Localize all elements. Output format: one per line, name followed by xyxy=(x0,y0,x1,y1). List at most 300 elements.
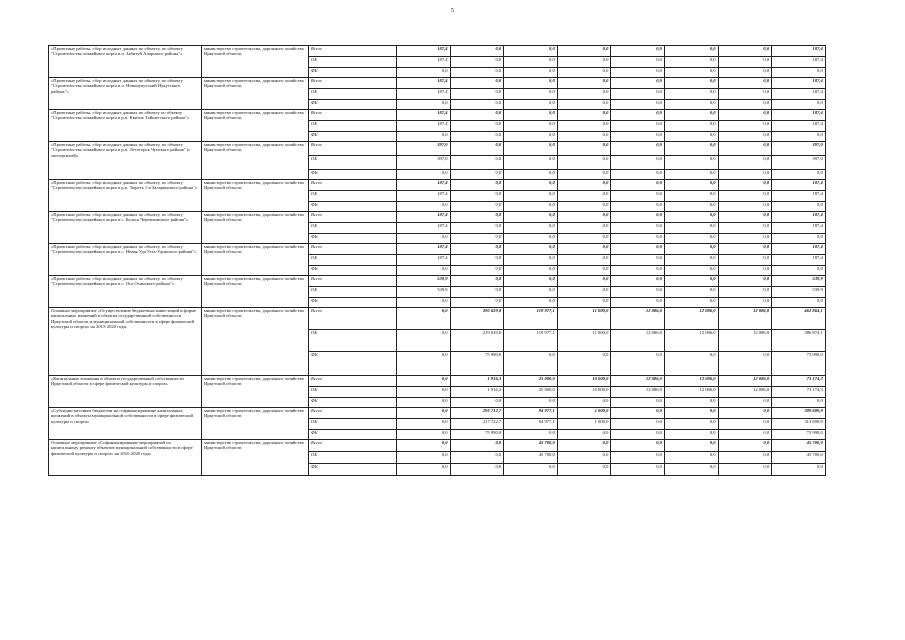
value-cell: 187,4 xyxy=(397,191,451,202)
total-value-cell: 539,9 xyxy=(772,276,826,287)
value-cell: 75 990,0 xyxy=(450,430,504,440)
value-cell: 0,0 xyxy=(611,46,665,57)
value-cell: 0,0 xyxy=(504,180,558,191)
value-cell: 0,0 xyxy=(664,419,718,430)
measure-name-cell: «Проектные работы, сбор исходных данных по объекту по объекту "Строительство хоккейного корта в р.п. Квиток Тайшетского района"» xyxy=(49,110,202,142)
value-cell: 12 086,0 xyxy=(664,308,718,330)
value-cell: 0,0 xyxy=(397,408,451,419)
value-cell: 0,0 xyxy=(397,234,451,244)
funding-source-cell: Всего xyxy=(309,408,397,419)
value-cell: 0,0 xyxy=(664,78,718,89)
value-cell: 1 916,3 xyxy=(450,387,504,398)
value-cell: 12 086,0 xyxy=(718,376,772,387)
funding-source-cell: ФБ xyxy=(309,352,397,376)
funding-source-cell: ОБ xyxy=(309,419,397,430)
total-value-cell: 187,4 xyxy=(772,78,826,89)
value-cell: 0,0 xyxy=(664,287,718,298)
value-cell: 0,0 xyxy=(611,266,665,276)
value-cell: 0,0 xyxy=(664,452,718,464)
value-cell: 0,0 xyxy=(397,452,451,464)
value-cell: 0,0 xyxy=(450,440,504,452)
value-cell: 12 086,0 xyxy=(664,330,718,352)
funding-source-cell: ФБ xyxy=(309,266,397,276)
value-cell: 0,0 xyxy=(664,266,718,276)
funding-source-cell: ФБ xyxy=(309,298,397,308)
funding-source-cell: Всего xyxy=(309,180,397,191)
value-cell: 0,0 xyxy=(718,68,772,78)
value-cell: 0,0 xyxy=(664,110,718,121)
value-cell: 0,0 xyxy=(450,110,504,121)
value-cell: 0,0 xyxy=(504,170,558,180)
value-cell: 0,0 xyxy=(611,89,665,100)
value-cell: 0,0 xyxy=(504,287,558,298)
value-cell: 0,0 xyxy=(504,110,558,121)
total-value-cell: 187,4 xyxy=(772,180,826,191)
value-cell: 0,0 xyxy=(450,398,504,408)
value-cell: 0,0 xyxy=(664,398,718,408)
value-cell: 0,0 xyxy=(504,57,558,68)
total-value-cell: 397,0 xyxy=(772,142,826,156)
value-cell: 0,0 xyxy=(557,191,611,202)
value-cell: 187,4 xyxy=(397,223,451,234)
value-cell: 0,0 xyxy=(664,244,718,255)
funding-source-cell: ОБ xyxy=(309,191,397,202)
value-cell: 45 700,0 xyxy=(504,440,558,452)
measure-name-cell: «Проектные работы, сбор исходных данных по объекту, по объекту "Строительство хоккейного корта в с. Новая Уда Усть-Удинского района"» xyxy=(49,244,202,276)
value-cell: 0,0 xyxy=(450,46,504,57)
value-cell: 0,0 xyxy=(557,430,611,440)
table-row xyxy=(49,440,826,452)
value-cell: 0,0 xyxy=(397,298,451,308)
value-cell: 0,0 xyxy=(450,287,504,298)
value-cell: 0,0 xyxy=(557,298,611,308)
value-cell: 12 086,0 xyxy=(718,308,772,330)
funding-source-cell: ОБ xyxy=(309,255,397,266)
table-row xyxy=(49,376,826,387)
measure-name-cell: «Проектные работы, сбор исходных данных по объекту, по объекту "Строительство хоккейного корта в п. Новонукутский Нукутского района"» xyxy=(49,78,202,110)
value-cell: 0,0 xyxy=(718,276,772,287)
value-cell: 0,0 xyxy=(611,212,665,223)
funding-source-cell: ОБ xyxy=(309,57,397,68)
funding-source-cell: ОБ xyxy=(309,387,397,398)
funding-source-cell: ФБ xyxy=(309,202,397,212)
value-cell: 0,0 xyxy=(397,330,451,352)
value-cell: 397,0 xyxy=(397,156,451,170)
total-value-cell: 0,0 xyxy=(772,132,826,142)
value-cell: 0,0 xyxy=(557,266,611,276)
value-cell: 119 977,1 xyxy=(504,330,558,352)
value-cell: 0,0 xyxy=(718,398,772,408)
value-cell: 0,0 xyxy=(557,78,611,89)
value-cell: 0,0 xyxy=(718,89,772,100)
value-cell: 217 722,7 xyxy=(450,419,504,430)
value-cell: 12 086,0 xyxy=(611,376,665,387)
measure-name-cell: «Субсидии местным бюджетам на софинансирование капитальных вложений в объекты муниципальной собственности в сфере физической культуры и спорта» xyxy=(49,408,202,440)
total-value-cell: 0,0 xyxy=(772,464,826,476)
table-row xyxy=(49,212,826,223)
responsible-cell: министерство строительства, дорожного хозяйства Иркутской области xyxy=(202,142,309,180)
value-cell: 0,0 xyxy=(450,68,504,78)
value-cell: 0,0 xyxy=(504,244,558,255)
total-value-cell: 187,4 xyxy=(772,212,826,223)
value-cell: 0,0 xyxy=(504,132,558,142)
value-cell: 0,0 xyxy=(504,46,558,57)
value-cell: 0,0 xyxy=(397,170,451,180)
total-value-cell: 187,4 xyxy=(772,121,826,132)
value-cell: 0,0 xyxy=(611,287,665,298)
value-cell: 539,9 xyxy=(397,287,451,298)
value-cell: 12 086,0 xyxy=(611,330,665,352)
value-cell: 0,0 xyxy=(611,57,665,68)
value-cell: 0,0 xyxy=(504,100,558,110)
page-number: 5 xyxy=(451,8,454,14)
value-cell: 0,0 xyxy=(718,170,772,180)
value-cell: 0,0 xyxy=(557,202,611,212)
total-value-cell: 75 990,0 xyxy=(772,430,826,440)
value-cell: 0,0 xyxy=(664,46,718,57)
value-cell: 0,0 xyxy=(450,132,504,142)
total-value-cell: 187,4 xyxy=(772,57,826,68)
value-cell: 0,0 xyxy=(664,223,718,234)
funding-source-cell: Всего xyxy=(309,142,397,156)
value-cell: 0,0 xyxy=(611,452,665,464)
value-cell: 0,0 xyxy=(718,121,772,132)
value-cell: 0,0 xyxy=(611,78,665,89)
value-cell: 0,0 xyxy=(718,156,772,170)
value-cell: 0,0 xyxy=(557,234,611,244)
measure-name-cell: «Капитальные вложения в объекты государственной собственности Иркутской области в сфере физической культуры и спорта» xyxy=(49,376,202,408)
value-cell: 0,0 xyxy=(450,78,504,89)
value-cell: 0,0 xyxy=(611,464,665,476)
value-cell: 0,0 xyxy=(397,376,451,387)
value-cell: 0,0 xyxy=(664,408,718,419)
responsible-cell: министерство строительства, дорожного хозяйства Иркутской области xyxy=(202,212,309,244)
value-cell: 0,0 xyxy=(611,430,665,440)
total-value-cell: 75 990,0 xyxy=(772,352,826,376)
value-cell: 187,4 xyxy=(397,78,451,89)
value-cell: 0,0 xyxy=(664,440,718,452)
total-value-cell: 187,4 xyxy=(772,223,826,234)
funding-source-cell: ФБ xyxy=(309,234,397,244)
value-cell: 0,0 xyxy=(664,132,718,142)
funding-source-cell: ОБ xyxy=(309,452,397,464)
responsible-cell: министерство строительства, дорожного хозяйства Иркутской области xyxy=(202,308,309,376)
value-cell: 0,0 xyxy=(718,298,772,308)
value-cell: 0,0 xyxy=(557,100,611,110)
value-cell: 0,0 xyxy=(611,132,665,142)
value-cell: 397,0 xyxy=(397,142,451,156)
value-cell: 0,0 xyxy=(664,156,718,170)
value-cell: 0,0 xyxy=(664,430,718,440)
value-cell: 0,0 xyxy=(718,452,772,464)
value-cell: 0,0 xyxy=(611,276,665,287)
table-row xyxy=(49,110,826,121)
responsible-cell: министерство строительства, дорожного хозяйства Иркутской области xyxy=(202,110,309,142)
value-cell: 25 000,0 xyxy=(504,376,558,387)
value-cell: 0,0 xyxy=(504,223,558,234)
total-value-cell: 187,4 xyxy=(772,46,826,57)
value-cell: 0,0 xyxy=(450,464,504,476)
total-value-cell: 0,0 xyxy=(772,68,826,78)
value-cell: 0,0 xyxy=(450,244,504,255)
value-cell: 0,0 xyxy=(664,464,718,476)
value-cell: 0,0 xyxy=(504,68,558,78)
total-value-cell: 73 174,3 xyxy=(772,376,826,387)
value-cell: 0,0 xyxy=(450,266,504,276)
value-cell: 0,0 xyxy=(611,170,665,180)
value-cell: 0,0 xyxy=(611,440,665,452)
table-row xyxy=(49,46,826,57)
value-cell: 0,0 xyxy=(664,142,718,156)
total-value-cell: 0,0 xyxy=(772,266,826,276)
responsible-cell: министерство строительства, дорожного хозяйства Иркутской области xyxy=(202,376,309,408)
funding-source-cell: Всего xyxy=(309,78,397,89)
total-value-cell: 0,0 xyxy=(772,234,826,244)
value-cell: 0,0 xyxy=(664,100,718,110)
funding-source-cell: Всего xyxy=(309,308,397,330)
value-cell: 0,0 xyxy=(504,464,558,476)
total-value-cell: 539,9 xyxy=(772,287,826,298)
measure-name-cell: Основное мероприятие «Софинансирование мероприятий по капитальному ремонту объектов муниципальной собственности в сфере физической культуры и спорта» на 2016-2020 годы xyxy=(49,440,202,476)
value-cell: 0,0 xyxy=(397,308,451,330)
funding-source-cell: Всего xyxy=(309,110,397,121)
value-cell: 0,0 xyxy=(397,419,451,430)
total-value-cell: 386 874,1 xyxy=(772,330,826,352)
table-row xyxy=(49,142,826,156)
value-cell: 0,0 xyxy=(557,170,611,180)
value-cell: 0,0 xyxy=(557,440,611,452)
value-cell: 0,0 xyxy=(718,100,772,110)
value-cell: 0,0 xyxy=(557,68,611,78)
value-cell: 0,0 xyxy=(450,180,504,191)
value-cell: 0,0 xyxy=(504,191,558,202)
value-cell: 25 000,0 xyxy=(504,387,558,398)
value-cell: 1 000,0 xyxy=(557,408,611,419)
total-value-cell: 313 699,8 xyxy=(772,419,826,430)
value-cell: 539,9 xyxy=(397,276,451,287)
value-cell: 0,0 xyxy=(397,202,451,212)
value-cell: 94 977,1 xyxy=(504,408,558,419)
value-cell: 0,0 xyxy=(557,110,611,121)
value-cell: 45 700,0 xyxy=(504,452,558,464)
value-cell: 0,0 xyxy=(557,212,611,223)
funding-source-cell: Всего xyxy=(309,244,397,255)
value-cell: 0,0 xyxy=(557,121,611,132)
value-cell: 0,0 xyxy=(718,57,772,68)
value-cell: 0,0 xyxy=(557,452,611,464)
value-cell: 0,0 xyxy=(664,202,718,212)
funding-source-cell: Всего xyxy=(309,276,397,287)
total-value-cell: 389 689,8 xyxy=(772,408,826,419)
value-cell: 0,0 xyxy=(557,142,611,156)
value-cell: 0,0 xyxy=(450,142,504,156)
value-cell: 0,0 xyxy=(664,121,718,132)
table-row xyxy=(49,308,826,330)
value-cell: 0,0 xyxy=(611,298,665,308)
value-cell: 0,0 xyxy=(718,142,772,156)
value-cell: 0,0 xyxy=(557,398,611,408)
value-cell: 0,0 xyxy=(557,255,611,266)
value-cell: 0,0 xyxy=(611,408,665,419)
total-value-cell: 0,0 xyxy=(772,398,826,408)
total-value-cell: 0,0 xyxy=(772,298,826,308)
value-cell: 0,0 xyxy=(504,266,558,276)
value-cell: 219 639,0 xyxy=(450,330,504,352)
value-cell: 187,4 xyxy=(397,46,451,57)
value-cell: 12 086,0 xyxy=(718,330,772,352)
value-cell: 12 086,0 xyxy=(611,308,665,330)
measure-name-cell: Основное мероприятие «Осуществление бюджетных инвестиций в форме капитальных вложений в объекты государственной собственности Иркутской области и муниципальной собственности в сфере физической культуры и спорта» на 2015-2020 годы xyxy=(49,308,202,376)
value-cell: 0,0 xyxy=(718,212,772,223)
value-cell: 94 977,1 xyxy=(504,419,558,430)
value-cell: 0,0 xyxy=(718,46,772,57)
funding-source-cell: Всего xyxy=(309,376,397,387)
table-row xyxy=(49,244,826,255)
value-cell: 0,0 xyxy=(504,142,558,156)
value-cell: 0,0 xyxy=(557,223,611,234)
value-cell: 0,0 xyxy=(450,234,504,244)
value-cell: 0,0 xyxy=(718,287,772,298)
value-cell: 0,0 xyxy=(450,121,504,132)
table-row xyxy=(49,276,826,287)
total-value-cell: 187,4 xyxy=(772,89,826,100)
value-cell: 0,0 xyxy=(664,352,718,376)
funding-source-cell: Всего xyxy=(309,440,397,452)
total-value-cell: 0,0 xyxy=(772,170,826,180)
value-cell: 0,0 xyxy=(611,234,665,244)
value-cell: 0,0 xyxy=(450,170,504,180)
table-row xyxy=(49,78,826,89)
value-cell: 0,0 xyxy=(504,234,558,244)
value-cell: 0,0 xyxy=(557,156,611,170)
value-cell: 0,0 xyxy=(718,202,772,212)
value-cell: 0,0 xyxy=(504,255,558,266)
value-cell: 0,0 xyxy=(557,464,611,476)
value-cell: 0,0 xyxy=(397,464,451,476)
value-cell: 0,0 xyxy=(718,180,772,191)
value-cell: 0,0 xyxy=(397,266,451,276)
value-cell: 0,0 xyxy=(557,352,611,376)
value-cell: 0,0 xyxy=(664,170,718,180)
value-cell: 0,0 xyxy=(504,352,558,376)
value-cell: 0,0 xyxy=(557,57,611,68)
value-cell: 0,0 xyxy=(397,387,451,398)
value-cell: 0,0 xyxy=(718,78,772,89)
funding-source-cell: ФБ xyxy=(309,100,397,110)
funding-source-cell: ОБ xyxy=(309,89,397,100)
value-cell: 187,4 xyxy=(397,255,451,266)
funding-source-cell: ФБ xyxy=(309,464,397,476)
value-cell: 0,0 xyxy=(611,223,665,234)
responsible-cell: министерство строительства, дорожного хозяйства Иркутской области xyxy=(202,244,309,276)
value-cell: 0,0 xyxy=(397,100,451,110)
value-cell: 0,0 xyxy=(450,212,504,223)
value-cell: 11 000,0 xyxy=(557,308,611,330)
value-cell: 0,0 xyxy=(718,419,772,430)
value-cell: 0,0 xyxy=(664,57,718,68)
value-cell: 1 916,3 xyxy=(450,376,504,387)
value-cell: 0,0 xyxy=(611,110,665,121)
value-cell: 10 000,0 xyxy=(557,376,611,387)
total-value-cell: 187,4 xyxy=(772,191,826,202)
value-cell: 12 086,0 xyxy=(611,387,665,398)
value-cell: 0,0 xyxy=(718,464,772,476)
measure-name-cell: «Проектные работы, сбор исходных данных по объекту, по объекту "Строительство хоккейного корта в р.п. Лесогорск Чунского района" (с экспертизой)» xyxy=(49,142,202,180)
value-cell: 0,0 xyxy=(611,68,665,78)
funding-source-cell: ФБ xyxy=(309,430,397,440)
value-cell: 187,4 xyxy=(397,110,451,121)
value-cell: 0,0 xyxy=(557,89,611,100)
value-cell: 0,0 xyxy=(664,68,718,78)
value-cell: 0,0 xyxy=(504,121,558,132)
value-cell: 0,0 xyxy=(718,408,772,419)
total-value-cell: 45 700,0 xyxy=(772,452,826,464)
value-cell: 0,0 xyxy=(718,255,772,266)
value-cell: 187,4 xyxy=(397,89,451,100)
funding-source-cell: ФБ xyxy=(309,132,397,142)
value-cell: 0,0 xyxy=(450,202,504,212)
value-cell: 0,0 xyxy=(450,298,504,308)
value-cell: 293 712,7 xyxy=(450,408,504,419)
value-cell: 0,0 xyxy=(397,132,451,142)
value-cell: 0,0 xyxy=(504,89,558,100)
value-cell: 0,0 xyxy=(611,156,665,170)
funding-source-cell: ОБ xyxy=(309,287,397,298)
total-value-cell: 45 700,0 xyxy=(772,440,826,452)
funding-source-cell: ФБ xyxy=(309,68,397,78)
value-cell: 75 990,0 xyxy=(450,352,504,376)
value-cell: 187,4 xyxy=(397,244,451,255)
measure-name-cell: «Проектные работы, сбор исходных данных по объекту, по объекту "Строительство хоккейного корта в р.п. Тыреть 1-я Заларинского района"» xyxy=(49,180,202,212)
value-cell: 0,0 xyxy=(450,57,504,68)
measure-name-cell: «Проектные работы, сбор исходных данных по объекту, по объекту "Строительство хоккейного корта в с. Оса Осинского района"» xyxy=(49,276,202,308)
value-cell: 12 086,0 xyxy=(664,376,718,387)
funding-source-cell: ОБ xyxy=(309,223,397,234)
value-cell: 0,0 xyxy=(611,244,665,255)
value-cell: 0,0 xyxy=(664,234,718,244)
value-cell: 0,0 xyxy=(718,266,772,276)
value-cell: 0,0 xyxy=(718,244,772,255)
value-cell: 0,0 xyxy=(664,191,718,202)
value-cell: 295 629,0 xyxy=(450,308,504,330)
value-cell: 0,0 xyxy=(397,68,451,78)
value-cell: 0,0 xyxy=(557,46,611,57)
value-cell: 0,0 xyxy=(611,352,665,376)
value-cell: 0,0 xyxy=(397,430,451,440)
value-cell: 0,0 xyxy=(611,100,665,110)
value-cell: 0,0 xyxy=(718,110,772,121)
value-cell: 0,0 xyxy=(611,180,665,191)
value-cell: 0,0 xyxy=(664,276,718,287)
value-cell: 0,0 xyxy=(450,223,504,234)
value-cell: 0,0 xyxy=(718,223,772,234)
total-value-cell: 187,4 xyxy=(772,110,826,121)
measure-name-cell: «Проектные работы, сбор исходных данных по объекту, по объекту "Строительство хоккейного корта в п. Забитуй Аларского района"» xyxy=(49,46,202,78)
responsible-cell: министерство строительства, дорожного хозяйства Иркутской области xyxy=(202,180,309,212)
value-cell: 0,0 xyxy=(611,202,665,212)
value-cell: 0,0 xyxy=(450,156,504,170)
value-cell: 0,0 xyxy=(664,298,718,308)
funding-source-cell: Всего xyxy=(309,212,397,223)
value-cell: 0,0 xyxy=(611,419,665,430)
value-cell: 0,0 xyxy=(397,398,451,408)
value-cell: 0,0 xyxy=(450,100,504,110)
value-cell: 0,0 xyxy=(450,89,504,100)
value-cell: 0,0 xyxy=(557,244,611,255)
funding-source-cell: ОБ xyxy=(309,156,397,170)
responsible-cell: министерство строительства, дорожного хозяйства Иркутской области xyxy=(202,440,309,476)
total-value-cell: 462 864,1 xyxy=(772,308,826,330)
